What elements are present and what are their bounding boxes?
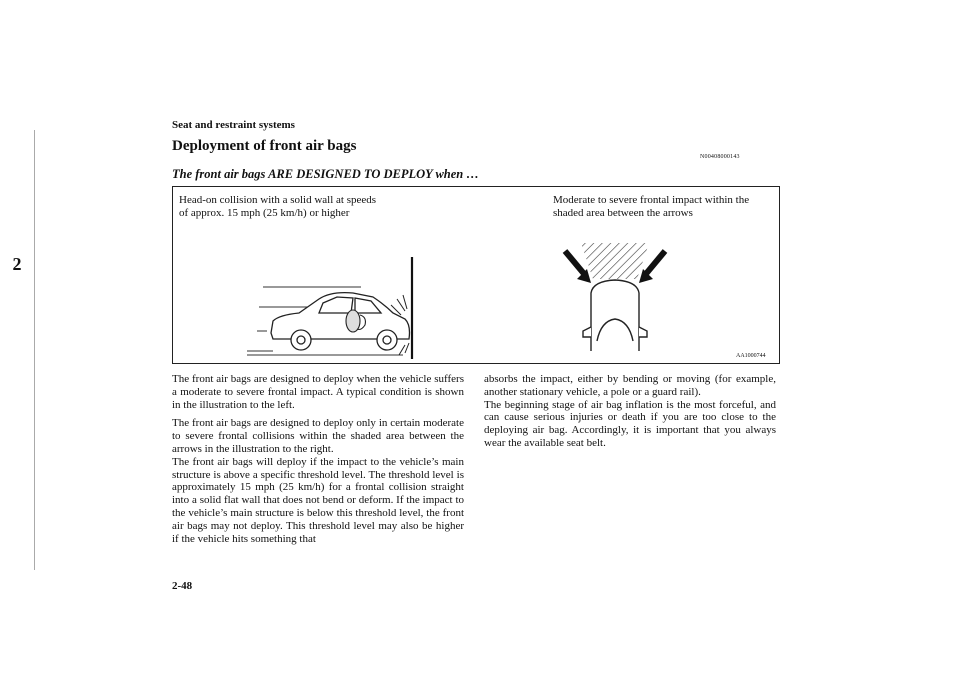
page-number: 2-48 — [172, 580, 193, 592]
body-paragraph: The front air bags will deploy if the impact to the vehicle’s main structure is above a specific threshold level. The threshold level is approximately 15 mph (25 km/h) for a frontal collision straight into a solid flat wall that does not bend or deform. If the impact to the vehicle’s main structure is below this threshold level, the front air bags may not deploy. This threshold level may also be higher if the vehicle hits something that — [172, 455, 464, 545]
left-illustration-caption: Head-on collision with a solid wall at speeds of approx. 15 mph (25 km/h) or higher — [179, 194, 377, 219]
page-title: Deployment of front air bags — [172, 138, 357, 154]
car-top-view-illustration — [553, 241, 673, 353]
chapter-divider — [34, 130, 35, 570]
figure-code: AA1000744 — [736, 353, 766, 359]
right-illustration-caption: Moderate to severe frontal impact within the shaded area between the arrows — [553, 194, 750, 219]
body-paragraph: absorbs the impact, either by bending or moving (for example, another stationary vehicle, a pole or a guard rail). — [484, 373, 776, 398]
illustration-box — [172, 186, 780, 364]
car-wall-collision-illustration — [233, 247, 433, 359]
section-header: Seat and restraint systems — [172, 119, 295, 131]
body-left-column — [172, 373, 464, 545]
document-code: N00408000143 — [700, 154, 740, 160]
body-right-column — [484, 373, 776, 450]
body-paragraph: The front air bags are designed to deploy only in certain moderate to severe frontal collisions within the shaded area between the arrows in the illustration to the right. — [172, 417, 464, 455]
body-paragraph: The beginning stage of air bag inflation is the most forceful, and can cause serious injuries or death if you are too close to the deploying air bag. Accordingly, it is important that you always wear the available seat belt. — [484, 398, 776, 449]
body-paragraph: The front air bags are designed to deploy when the vehicle suffers a moderate to severe frontal impact. A typical condition is shown in the illustration to the left. — [172, 373, 464, 411]
subtitle: The front air bags ARE DESIGNED TO DEPLOY when … — [172, 167, 479, 181]
chapter-tab: 2 — [12, 253, 22, 274]
